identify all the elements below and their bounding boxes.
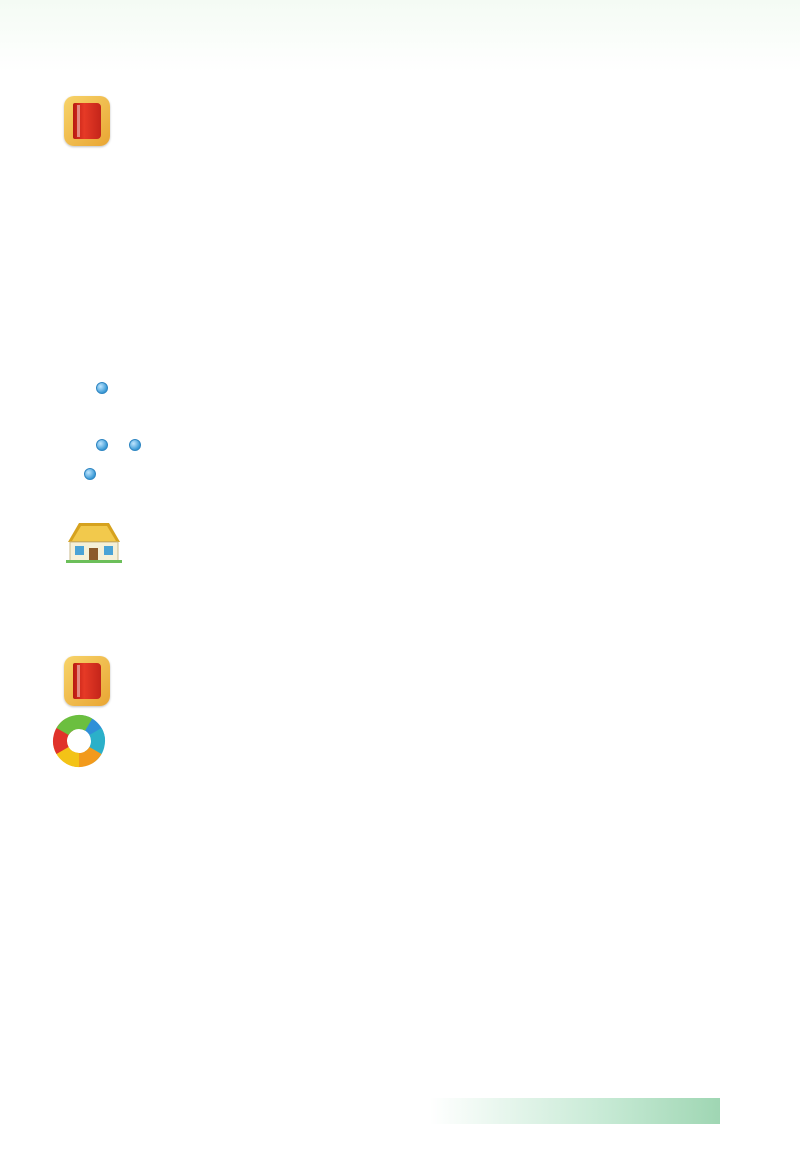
top-ornament-band [0, 0, 800, 72]
corner-ornament [690, 1075, 750, 1147]
book-icon [64, 656, 110, 706]
bullet-icon [96, 439, 108, 451]
bullet-icon [129, 439, 141, 451]
book-icon [64, 96, 110, 146]
embroidery-ornament [0, 0, 800, 72]
questions [96, 432, 149, 490]
house-icon [62, 520, 124, 566]
colorful-ring-icon [52, 714, 106, 768]
qr-task [96, 375, 116, 404]
decorative-ornament-divider [175, 594, 625, 674]
qr-code-icon[interactable] [612, 330, 710, 428]
page-number-band [430, 1098, 720, 1124]
bullet-icon [84, 468, 96, 480]
bullet-icon [96, 382, 108, 394]
